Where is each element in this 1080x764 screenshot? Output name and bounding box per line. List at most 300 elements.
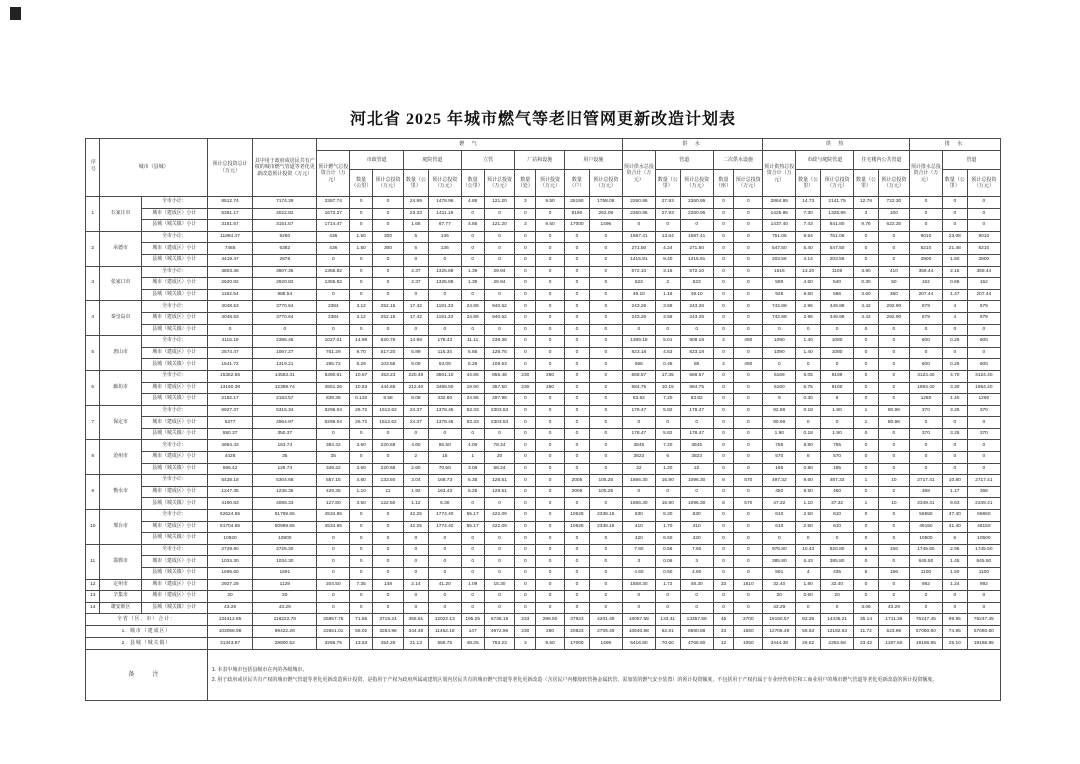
value-cell: 10 (878, 475, 909, 487)
value-cell: 0 (854, 428, 879, 440)
value-cell: 7.20 (655, 394, 680, 406)
value-cell: 0 (821, 533, 854, 545)
value-cell: 2 (403, 452, 428, 464)
value-cell: 289.50 (536, 614, 565, 626)
value-cell: 0 (536, 440, 565, 452)
value-cell: 5 (403, 231, 428, 243)
value-cell: 0 (589, 440, 622, 452)
value-cell: 1090 (763, 347, 796, 359)
value-cell: 27.93 (655, 208, 680, 220)
value-cell: 195.25 (461, 614, 484, 626)
value-cell: 0 (428, 324, 461, 336)
value-cell: 2.96 (796, 301, 821, 313)
value-cell: 5416.80 (622, 638, 655, 650)
value-cell: 0 (713, 394, 734, 406)
value-cell: 4.42 (854, 312, 879, 324)
value-cell: 0 (734, 220, 763, 232)
value-cell: 1496 (589, 638, 622, 650)
value-cell: 420 (622, 533, 655, 545)
city-name-cell: 定州市 (100, 579, 141, 591)
value-cell: 0 (515, 394, 536, 406)
value-cell: 20 (253, 591, 317, 603)
value-cell: 0 (373, 266, 404, 278)
value-cell: 566 (821, 289, 854, 301)
value-cell: 3770.64 (253, 301, 317, 313)
header-qty-km: 数量（公里） (796, 170, 821, 197)
value-cell: 13.53 (350, 638, 373, 650)
value-cell: 26.52 (796, 638, 821, 650)
value-cell: 9010 (909, 231, 942, 243)
row-label-cell: 城市（建成区）小计 (141, 312, 207, 324)
header-drain-total: 预计排水总投资合计（万元） (909, 151, 942, 197)
value-cell: 7.35 (350, 579, 373, 591)
value-cell: 105.25 (589, 486, 622, 498)
value-cell: 3770.64 (253, 312, 317, 324)
value-cell: 57060.60 (967, 626, 1000, 638)
value-cell: 0 (565, 394, 590, 406)
seq-cell: 7 (86, 405, 100, 440)
value-cell: 2725.30 (253, 544, 317, 556)
value-cell: 0 (589, 533, 622, 545)
value-cell: 0 (515, 556, 536, 568)
value-cell: 0 (317, 568, 350, 580)
value-cell: 0 (713, 278, 734, 290)
value-cell: 1319.21 (253, 359, 317, 371)
value-cell: 0.68 (942, 278, 967, 290)
value-cell: 35 (317, 452, 350, 464)
value-cell: 1650 (734, 626, 763, 638)
value-cell: 5.82 (655, 428, 680, 440)
value-cell: 48.30 (680, 579, 713, 591)
total-row (86, 614, 1001, 626)
value-cell: 20 (763, 591, 796, 603)
value-cell: 4116.19 (207, 336, 252, 348)
value-cell: 9.54 (796, 231, 821, 243)
value-cell: 35 (253, 452, 317, 464)
value-cell: 86 (680, 359, 713, 371)
value-cell: 0 (536, 533, 565, 545)
value-cell: 0 (565, 579, 590, 591)
value-cell: 0 (589, 498, 622, 510)
value-cell: 0 (565, 440, 590, 452)
row-label-cell: 县城（城关镇）小计 (141, 289, 207, 301)
header-drain-group: 排 水 (909, 139, 1000, 151)
value-cell: 134412.85 (207, 614, 252, 626)
value-cell: 178.47 (680, 428, 713, 440)
value-cell: 0 (536, 417, 565, 429)
value-cell: 3.30 (942, 382, 967, 394)
value-cell: 6.05 (796, 370, 821, 382)
value-cell: 1389.18 (622, 336, 655, 348)
value-cell: 523 (622, 278, 655, 290)
value-cell: 610 (821, 510, 854, 522)
value-cell: 1610 (734, 579, 763, 591)
row-label-cell: 全市小计： (141, 231, 207, 243)
value-cell: 556.42 (207, 463, 252, 475)
value-cell: 9.60 (796, 475, 821, 487)
value-cell: 410 (680, 521, 713, 533)
value-cell: 0 (207, 324, 252, 336)
value-cell: 600 (967, 336, 1000, 348)
value-cell: 0 (854, 394, 879, 406)
value-cell: 4 (942, 301, 967, 313)
value-cell: 14.73 (796, 197, 821, 209)
value-cell: 0 (428, 254, 461, 266)
value-cell: 33 (713, 579, 734, 591)
value-cell: 207.44 (909, 289, 942, 301)
value-cell: 0 (854, 324, 879, 336)
header-qty-km: 数量（公里） (854, 170, 879, 197)
value-cell: 0 (461, 602, 484, 614)
value-cell: 0 (403, 533, 428, 545)
value-cell: 35.14 (854, 614, 879, 626)
value-cell: 10.15 (655, 382, 680, 394)
value-cell: 19186.85 (909, 638, 942, 650)
value-cell: 0 (350, 544, 373, 556)
value-cell: 0 (713, 452, 734, 464)
table-row (86, 324, 1001, 336)
header-est-invest: 预计总投资（万元） (428, 170, 461, 197)
value-cell: 4984.43 (207, 440, 252, 452)
value-cell: 2260.95 (680, 208, 713, 220)
value-cell: 523.86 (878, 626, 909, 638)
value-cell: 0 (484, 208, 515, 220)
value-cell: 0 (350, 428, 373, 440)
value-cell: 0 (713, 417, 734, 429)
value-cell: 1.17 (942, 486, 967, 498)
value-cell: 1687.41 (622, 231, 655, 243)
value-cell: 0 (967, 602, 1000, 614)
value-cell: 600 (909, 336, 942, 348)
value-cell: 0 (461, 289, 484, 301)
value-cell: 0 (967, 197, 1000, 209)
value-cell: 23.33 (403, 208, 428, 220)
value-cell: 0 (373, 278, 404, 290)
note-row (86, 650, 1001, 701)
value-cell: 53.33 (461, 417, 484, 429)
value-cell: 0 (655, 220, 680, 232)
row-label-cell: 城市（建成区）小计 (141, 591, 207, 603)
value-cell: 5.29 (350, 359, 373, 371)
header-qty-chu: 数量（处） (515, 170, 536, 197)
value-cell: 566 (622, 359, 655, 371)
row-label-cell: 全市小计： (141, 266, 207, 278)
value-cell: 0 (878, 243, 909, 255)
value-cell: 133.41 (655, 614, 680, 626)
value-cell: 0 (713, 510, 734, 522)
row-label-cell: 全市小计： (141, 301, 207, 313)
value-cell: 1 (854, 498, 879, 510)
value-cell: 1129 (253, 579, 317, 591)
value-cell: 0 (796, 533, 821, 545)
value-cell: 0 (942, 591, 967, 603)
value-cell: 128.75 (484, 347, 515, 359)
value-cell: 0 (622, 602, 655, 614)
value-cell: 1067.27 (253, 347, 317, 359)
value-cell: 1437.40 (763, 220, 796, 232)
table-row (86, 568, 1001, 580)
header-qty-km: 数量（公里） (350, 170, 373, 197)
value-cell: 839.35 (317, 394, 350, 406)
value-cell: 435 (821, 568, 854, 580)
value-cell: 1191.33 (428, 301, 461, 313)
value-cell: 5.82 (655, 405, 680, 417)
row-label-cell: 全市小计： (141, 197, 207, 209)
value-cell: 0 (515, 533, 536, 545)
header-gas-total: 预计燃气总投资合计（万元） (317, 151, 350, 197)
value-cell: 238.38 (484, 336, 515, 348)
value-cell: 22 (622, 463, 655, 475)
value-cell: 2303.53 (484, 417, 515, 429)
value-cell: 3.90 (854, 266, 879, 278)
table-row (86, 370, 1001, 382)
value-cell: 6210 (909, 243, 942, 255)
table-row (86, 579, 1001, 591)
value-cell: 2183.57 (253, 394, 317, 406)
value-cell: 1325.88 (428, 266, 461, 278)
value-cell: 0 (515, 486, 536, 498)
seq-cell: 3 (86, 266, 100, 301)
value-cell: 436 (317, 231, 350, 243)
value-cell: 0 (967, 452, 1000, 464)
value-cell: 55.17 (461, 521, 484, 533)
value-cell: 85.50 (428, 440, 461, 452)
value-cell: 0 (589, 289, 622, 301)
value-cell: 58.02 (350, 626, 373, 638)
value-cell: 0 (734, 324, 763, 336)
value-cell: 0 (515, 266, 536, 278)
value-cell: 1.50 (942, 568, 967, 580)
value-cell: 0 (713, 591, 734, 603)
header-est-invest: 预计总投资（万元） (878, 170, 909, 197)
value-cell: 67.77 (428, 220, 461, 232)
value-cell: 0 (536, 602, 565, 614)
value-cell: 0 (428, 602, 461, 614)
value-cell: 1355.82 (317, 278, 350, 290)
value-cell: 0 (373, 289, 404, 301)
value-cell: 280 (536, 626, 565, 638)
value-cell: 2705.49 (589, 626, 622, 638)
value-cell: 0 (734, 463, 763, 475)
header-gas-group: 燃 气 (317, 139, 623, 151)
value-cell: 8.20 (655, 510, 680, 522)
value-cell: 6927.37 (207, 405, 252, 417)
plan-table (85, 138, 1001, 701)
value-cell: 1.10 (350, 486, 373, 498)
row-label-cell: 县城（城关镇）小计 (141, 568, 207, 580)
value-cell: 13.20 (796, 266, 821, 278)
value-cell: 0 (854, 382, 879, 394)
value-cell: 0 (536, 486, 565, 498)
value-cell: 0 (536, 428, 565, 440)
value-cell: 820.80 (821, 544, 854, 556)
value-cell: 31343.87 (207, 638, 252, 650)
value-cell: 220.48 (403, 370, 428, 382)
header-est-invest: 预计总投资（万元） (967, 170, 1000, 197)
value-cell: 0 (854, 231, 879, 243)
value-cell: 0 (565, 278, 590, 290)
value-cell: 0 (878, 336, 909, 348)
row-label-cell: 县城（城关镇）小计 (141, 359, 207, 371)
table-row (86, 266, 1001, 278)
value-cell: 0 (734, 405, 763, 417)
value-cell: 292.90 (878, 312, 909, 324)
value-cell: 8590.88 (680, 626, 713, 638)
value-cell: 370 (909, 428, 942, 440)
value-cell: 2620.82 (207, 278, 252, 290)
value-cell: 0 (878, 579, 909, 591)
row-label-cell: 全市小计： (141, 370, 207, 382)
total-label-cell: 2. 县城（城关镇） (86, 638, 208, 650)
value-cell: 370 (909, 405, 942, 417)
value-cell: 540 (821, 278, 854, 290)
value-cell: 0 (589, 312, 622, 324)
value-cell: 6.43 (796, 556, 821, 568)
value-cell: 4.60 (350, 475, 373, 487)
value-cell: 80.96 (878, 405, 909, 417)
value-cell: 2574.47 (207, 347, 252, 359)
value-cell: 41.40 (942, 521, 967, 533)
value-cell: 8190 (565, 208, 590, 220)
value-cell: 0 (589, 591, 622, 603)
value-cell: 6296.04 (317, 405, 350, 417)
value-cell: 0 (878, 556, 909, 568)
value-cell: 1.80 (796, 579, 821, 591)
value-cell: 5304.68 (253, 475, 317, 487)
value-cell: 2338.16 (589, 510, 622, 522)
value-cell: 5315.34 (253, 405, 317, 417)
value-cell: 17000 (565, 638, 590, 650)
value-cell: 1.90 (821, 405, 854, 417)
value-cell: 679 (967, 312, 1000, 324)
value-cell: 365.61 (403, 614, 428, 626)
value-cell: 292.90 (878, 301, 909, 313)
value-cell: 0 (713, 463, 734, 475)
value-cell: 43.29 (878, 602, 909, 614)
value-cell: 1541.72 (207, 359, 252, 371)
value-cell: 422.09 (484, 521, 515, 533)
value-cell: 357.50 (484, 382, 515, 394)
value-cell: 0 (536, 289, 565, 301)
value-cell: 610 (763, 510, 796, 522)
value-cell: 3823 (680, 452, 713, 464)
value-cell: 156 (878, 568, 909, 580)
header-muni-courtyard: 市政与庭院管道 (796, 151, 854, 170)
value-cell: 410 (622, 521, 655, 533)
value-cell: 0 (909, 440, 942, 452)
value-cell: 156 (878, 544, 909, 556)
value-cell: 1612.62 (373, 405, 404, 417)
value-cell: 37.32 (821, 498, 854, 510)
value-cell: 0.48 (655, 359, 680, 371)
value-cell: 46150 (909, 521, 942, 533)
value-cell: 57060.60 (909, 626, 942, 638)
value-cell: 1864.40 (909, 382, 942, 394)
total-label-cell: 全省（区、市）合计： (86, 614, 208, 626)
value-cell: 0 (373, 254, 404, 266)
value-cell: 6382 (253, 243, 317, 255)
value-cell: 1.20 (655, 463, 680, 475)
value-cell: 24.89 (461, 312, 484, 324)
value-cell: 121.20 (484, 197, 515, 209)
value-cell: 449.98 (821, 301, 854, 313)
value-cell: 89422.26 (253, 626, 317, 638)
value-cell: 0 (373, 568, 404, 580)
value-cell: 1 (461, 452, 484, 464)
value-cell: 0 (536, 312, 565, 324)
value-cell: 0 (821, 359, 854, 371)
value-cell: 300 (373, 231, 404, 243)
value-cell: 0 (350, 289, 373, 301)
value-cell: 0 (403, 568, 428, 580)
value-cell: 0 (515, 463, 536, 475)
value-cell: 0 (942, 197, 967, 209)
value-cell: 0 (878, 440, 909, 452)
value-cell: 0 (484, 602, 515, 614)
value-cell: 0 (515, 602, 536, 614)
value-cell: 10800 (253, 533, 317, 545)
value-cell: 2303.53 (484, 405, 515, 417)
value-cell: 0 (428, 533, 461, 545)
value-cell: 11.11 (461, 336, 484, 348)
city-name-cell: 沧州市 (100, 440, 141, 475)
table-row (86, 231, 1001, 243)
value-cell: 1425.95 (763, 208, 796, 220)
value-cell: 252.15 (373, 312, 404, 324)
value-cell: 13160.39 (207, 382, 252, 394)
value-cell: 0 (484, 556, 515, 568)
value-cell: 0 (713, 486, 734, 498)
value-cell: 0 (680, 486, 713, 498)
value-cell: 1.70 (655, 521, 680, 533)
value-cell: 0 (655, 417, 680, 429)
value-cell: 230 (515, 370, 536, 382)
value-cell: 0 (854, 452, 879, 464)
value-cell: 3 (515, 638, 536, 650)
value-cell: 0 (253, 324, 317, 336)
table-header (86, 139, 1001, 197)
value-cell: 280 (536, 382, 565, 394)
value-cell: 584.75 (680, 382, 713, 394)
value-cell: 2.37 (403, 266, 428, 278)
value-cell: 0 (428, 289, 461, 301)
value-cell: 1 (854, 417, 879, 429)
value-cell: 2.15 (942, 266, 967, 278)
row-label-cell: 城市（建成区）小计 (141, 382, 207, 394)
value-cell: 28800.52 (253, 638, 317, 650)
value-cell: 0 (428, 428, 461, 440)
value-cell: 43.29 (207, 602, 252, 614)
value-cell: 0 (589, 347, 622, 359)
value-cell: 80.96 (878, 417, 909, 429)
row-label-cell: 县城（城关镇）小计 (141, 220, 207, 232)
value-cell: 204.50 (317, 579, 350, 591)
value-cell: 420 (680, 533, 713, 545)
value-cell: 26.72 (350, 417, 373, 429)
value-cell: 62.81 (655, 626, 680, 638)
value-cell: 0 (317, 428, 350, 440)
header-est-invest: 预计总投资（万元） (680, 170, 713, 197)
value-cell: 203.56 (763, 254, 796, 266)
row-label-cell: 全市小计： (141, 544, 207, 556)
value-cell: 0 (763, 324, 796, 336)
value-cell: 0 (909, 347, 942, 359)
value-cell: 755 (763, 440, 796, 452)
value-cell: 0 (536, 254, 565, 266)
value-cell: 0 (589, 254, 622, 266)
value-cell: 21.13 (403, 638, 428, 650)
city-name-cell: 秦皇岛市 (100, 301, 141, 336)
